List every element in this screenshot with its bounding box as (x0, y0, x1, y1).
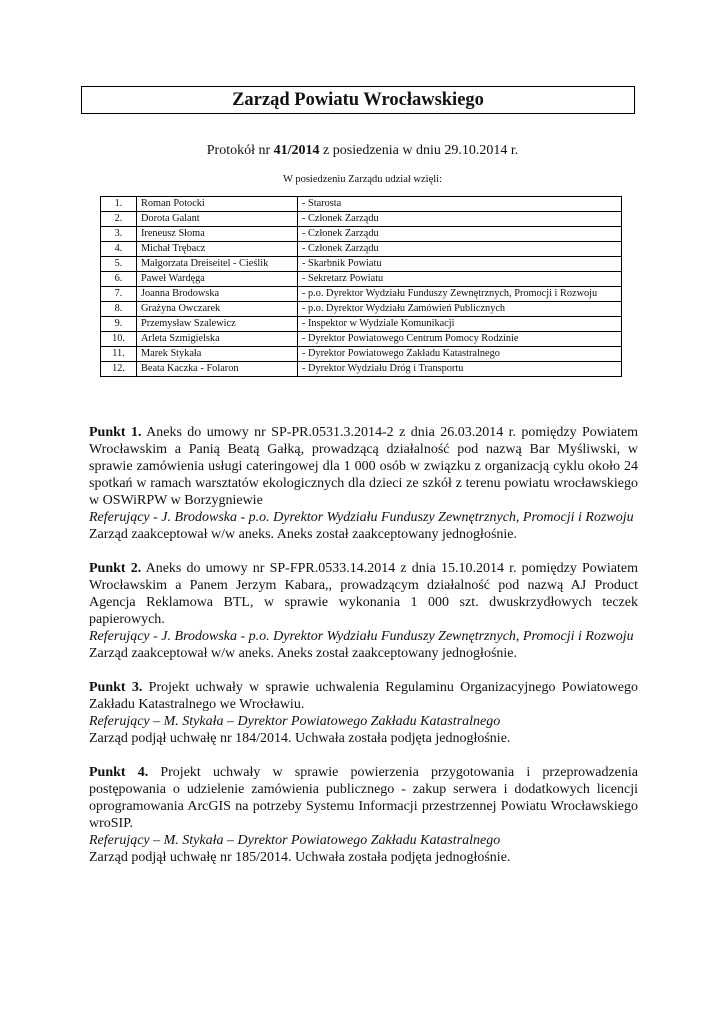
member-row (101, 362, 622, 377)
point-text: Projekt uchwały w sprawie uchwalenia Regulaminu Organizacyjnego Powiatowego Zakładu Katastralnego we Wrocławiu. (89, 680, 639, 712)
member-number: 5. (101, 257, 137, 272)
member-name: Ireneusz Słoma (137, 227, 298, 242)
point-label: Punkt 2. (89, 561, 142, 576)
agenda-points (89, 424, 638, 883)
members-table (100, 196, 622, 377)
member-number: 1. (101, 197, 137, 212)
member-role: - Dyrektor Wydziału Dróg i Transportu (298, 362, 622, 377)
member-row (101, 302, 622, 317)
point-decision: Zarząd zaakceptował w/w aneks. Aneks został zaakceptowany jednogłośnie. (89, 527, 517, 542)
point-text: Aneks do umowy nr SP-PR.0531.3.2014-2 z dnia 26.03.2014 r. pomiędzy Powiatem Wrocławskim a Panią Beatą Gałką, prowadzącą działalność pod nazwą Bar Myśliwski, w sprawie zamówienia usługi cateringowej dla 1 000 osób w związku z organizacją cyklu około 24 spotkań w ramach warsztatów ekologicznych dla dzieci ze szkół z terenu powiatu wrocławskiego w OSWiRPW w Borzygniewie (89, 425, 638, 508)
member-row (101, 212, 622, 227)
member-row (101, 272, 622, 287)
point-label: Punkt 4. (89, 765, 149, 780)
member-role: - Inspektor w Wydziale Komunikacji (298, 317, 622, 332)
point-presenter: Referujący - J. Brodowska - p.o. Dyrektor Wydziału Funduszy Zewnętrznych, Promocji i Rozwoju (89, 510, 634, 525)
member-name: Arleta Szmigielska (137, 332, 298, 347)
agenda-point (89, 764, 638, 866)
member-role: - p.o. Dyrektor Wydziału Funduszy Zewnętrznych, Promocji i Rozwoju (298, 287, 622, 302)
point-body (89, 560, 638, 628)
point-presenter: Referujący – M. Stykała – Dyrektor Powiatowego Zakładu Katastralnego (89, 714, 501, 729)
point-text: Projekt uchwały w sprawie powierzenia przygotowania i przeprowadzenia postępowania o udzielenie zamówienia publicznego - zakup serwera i dodatkowych licencji oprogramowania ArcGIS na potrzeby Systemu Informacji przestrzennej Powiatu Wrocławskiego wroSIP. (89, 765, 638, 831)
member-number: 4. (101, 242, 137, 257)
point-body (89, 424, 638, 509)
member-row (101, 257, 622, 272)
member-row (101, 227, 622, 242)
point-decision: Zarząd podjął uchwałę nr 184/2014. Uchwała została podjęta jednogłośnie. (89, 731, 511, 746)
member-name: Małgorzata Dreiseitel - Cieślik (137, 257, 298, 272)
protocol-line (0, 143, 725, 159)
participants-label: W posiedzeniu Zarządu udział wzięli: (283, 174, 442, 185)
member-name: Michał Trębacz (137, 242, 298, 257)
member-role: - Skarbnik Powiatu (298, 257, 622, 272)
member-row (101, 197, 622, 212)
member-number: 9. (101, 317, 137, 332)
member-role: - Członek Zarządu (298, 242, 622, 257)
title-box (81, 86, 635, 114)
member-number: 11. (101, 347, 137, 362)
member-role: - Członek Zarządu (298, 227, 622, 242)
member-number: 8. (101, 302, 137, 317)
member-role: - p.o. Dyrektor Wydziału Zamówień Publicznych (298, 302, 622, 317)
member-name: Paweł Wardęga (137, 272, 298, 287)
member-name: Przemysław Szalewicz (137, 317, 298, 332)
member-row (101, 242, 622, 257)
member-row (101, 317, 622, 332)
member-name: Roman Potocki (137, 197, 298, 212)
member-name: Grażyna Owczarek (137, 302, 298, 317)
point-presenter: Referujący - J. Brodowska - p.o. Dyrektor Wydziału Funduszy Zewnętrznych, Promocji i Rozwoju (89, 629, 634, 644)
protocol-number: 41/2014 (273, 143, 320, 158)
page-title: Zarząd Powiatu Wrocławskiego (232, 89, 484, 110)
member-name: Joanna Brodowska (137, 287, 298, 302)
member-row (101, 332, 622, 347)
member-row (101, 287, 622, 302)
point-text: Aneks do umowy nr SP-FPR.0533.14.2014 z dnia 15.10.2014 r. pomiędzy Powiatem Wrocławskim a Panem Jerzym Kabara,, prowadzącym działalność pod nazwą AJ Product Agencja Reklamowa BTL, w sprawie wykonania 1 000 szt. dwuskrzydłowych teczek papierowych. (89, 561, 638, 627)
point-label: Punkt 1. (89, 425, 142, 440)
member-role: - Dyrektor Powiatowego Zakładu Katastralnego (298, 347, 622, 362)
member-number: 10. (101, 332, 137, 347)
point-label: Punkt 3. (89, 680, 143, 695)
member-number: 12. (101, 362, 137, 377)
member-role: - Dyrektor Powiatowego Centrum Pomocy Rodzinie (298, 332, 622, 347)
member-name: Marek Stykała (137, 347, 298, 362)
point-decision: Zarząd podjął uchwałę nr 185/2014. Uchwała została podjęta jednogłośnie. (89, 850, 511, 865)
member-number: 3. (101, 227, 137, 242)
member-role: - Starosta (298, 197, 622, 212)
point-body (89, 764, 638, 832)
member-name: Dorota Galant (137, 212, 298, 227)
member-name: Beata Kaczka - Folaron (137, 362, 298, 377)
members-table-body (101, 197, 622, 377)
agenda-point (89, 424, 638, 543)
member-number: 6. (101, 272, 137, 287)
point-presenter: Referujący – M. Stykała – Dyrektor Powiatowego Zakładu Katastralnego (89, 833, 501, 848)
point-body (89, 679, 638, 713)
member-number: 7. (101, 287, 137, 302)
point-decision: Zarząd zaakceptował w/w aneks. Aneks został zaakceptowany jednogłośnie. (89, 646, 517, 661)
protocol-suffix: z posiedzenia w dniu 29.10.2014 r. (319, 143, 519, 158)
protocol-prefix: Protokół nr (206, 143, 274, 158)
agenda-point (89, 679, 638, 747)
member-row (101, 347, 622, 362)
member-role: - Sekretarz Powiatu (298, 272, 622, 287)
member-role: - Członek Zarządu (298, 212, 622, 227)
member-number: 2. (101, 212, 137, 227)
agenda-point (89, 560, 638, 662)
